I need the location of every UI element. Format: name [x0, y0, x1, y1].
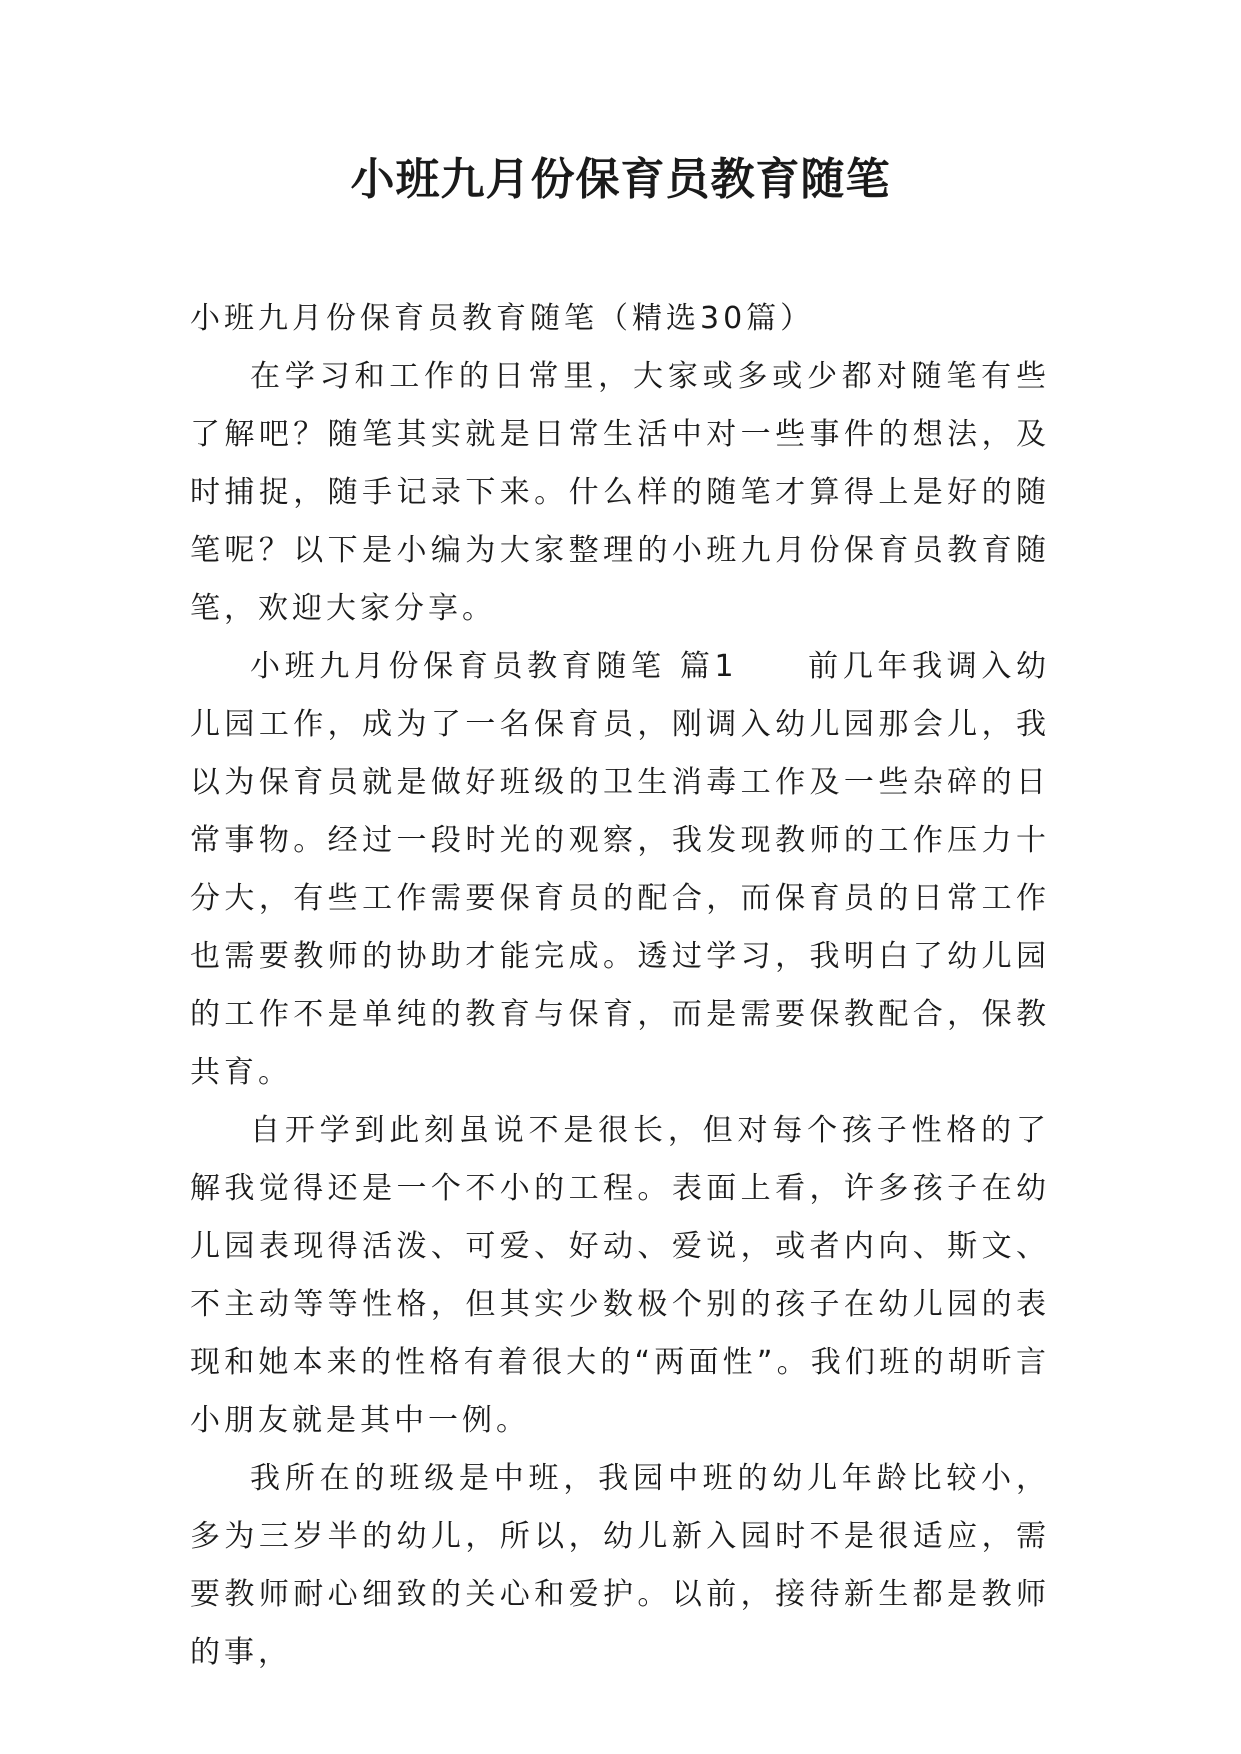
- section-1-heading: 小班九月份保育员教育随笔 篇1: [250, 649, 738, 684]
- section-1-paragraph-3: 我所在的班级是中班，我园中班的幼儿年龄比较小，多为三岁半的幼儿，所以，幼儿新入园时不是很适应，需要教师耐心细致的关心和爱护。以前，接待新生都是教师的事，: [190, 1461, 1050, 1670]
- document-subtitle: 小班九月份保育员教育随笔（精选30篇）: [190, 301, 815, 336]
- document-body: [190, 290, 1050, 1682]
- section-1-paragraph-1: 前几年我调入幼儿园工作，成为了一名保育员，刚调入幼儿园那会儿，我以为保育员就是做好班级的卫生消毒工作及一些杂碎的日常事物。经过一段时光的观察，我发现教师的工作压力十分大，有些工作需要保育员的配合，而保育员的日常工作也需要教师的协助才能完成。透过学习，我明白了幼儿园的工作不是单纯的教育与保育，而是需要保教配合，保教共育。: [190, 649, 1051, 1090]
- intro-paragraph: 在学习和工作的日常里，大家或多或少都对随笔有些了解吧？随笔其实就是日常生活中对一些事件的想法，及时捕捉，随手记录下来。什么样的随笔才算得上是好的随笔呢？以下是小编为大家整理的小班九月份保育员教育随笔，欢迎大家分享。: [190, 359, 1050, 626]
- section-1-paragraph-2: 自开学到此刻虽说不是很长，但对每个孩子性格的了解我觉得还是一个不小的工程。表面上看，许多孩子在幼儿园表现得活泼、可爱、好动、爱说，或者内向、斯文、不主动等等性格，但其实少数极个别的孩子在幼儿园的表现和她本来的性格有着很大的“两面性”。我们班的胡昕言小朋友就是其中一例。: [190, 1113, 1050, 1438]
- section-1-first-paragraph: [190, 638, 1050, 1102]
- document-title: 小班九月份保育员教育随笔: [350, 154, 891, 205]
